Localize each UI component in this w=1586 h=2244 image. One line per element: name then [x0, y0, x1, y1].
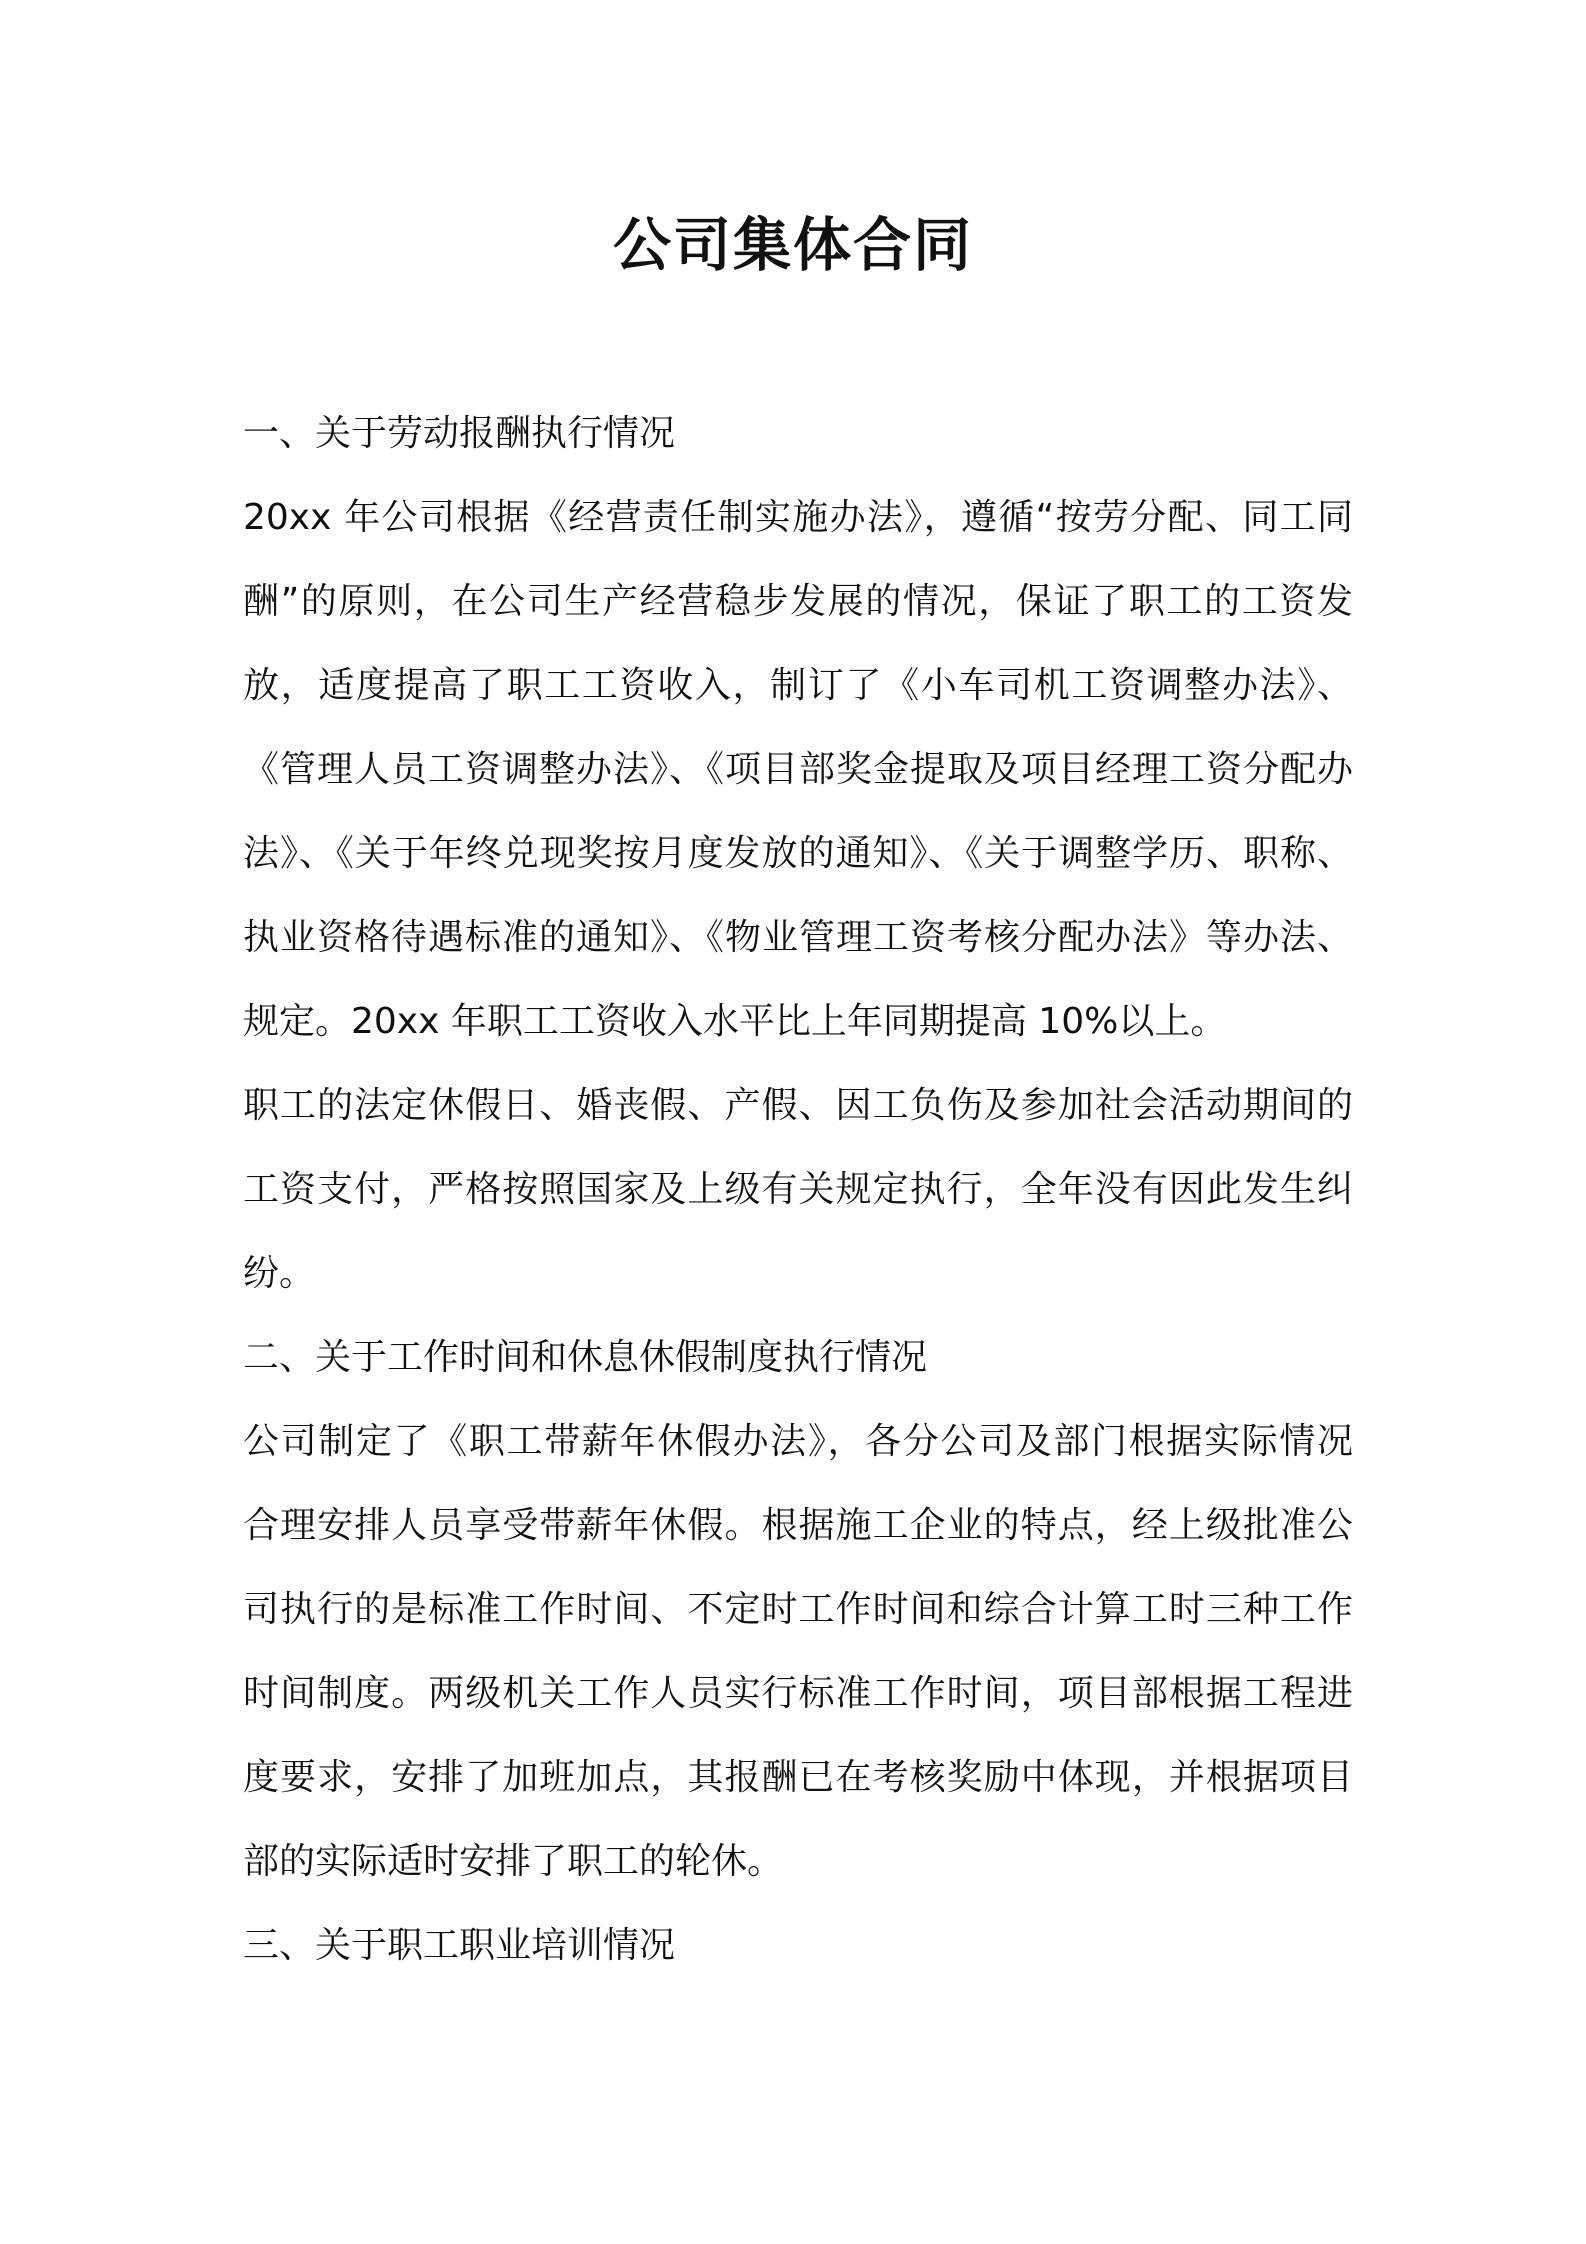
paragraph-line: 法》、《关于年终兑现奖按月度发放的通知》、《关于调整学历、职称、: [243, 833, 1353, 874]
paragraph-line: 酬”的原则，在公司生产经营稳步发展的情况，保证了职工的工资发: [243, 581, 1353, 622]
section-heading: 三、关于职工职业培训情况: [243, 1925, 676, 1966]
paragraph-line: 工资支付，严格按照国家及上级有关规定执行，全年没有因此发生纠: [243, 1169, 1353, 1210]
paragraph-line: 公司制定了《职工带薪年休假办法》，各分公司及部门根据实际情况: [243, 1421, 1353, 1462]
paragraph-line: 20xx 年公司根据《经营责任制实施办法》，遵循“按劳分配、同工同: [243, 497, 1353, 538]
document-title: 公司集体合同: [612, 211, 973, 279]
section-heading: 二、关于工作时间和休息休假制度执行情况: [243, 1337, 928, 1378]
paragraph: [243, 1400, 1353, 1904]
paragraph-line: 纷。: [243, 1253, 316, 1294]
paragraph-line: 职工的法定休假日、婚丧假、产假、因工负伤及参加社会活动期间的: [243, 1085, 1353, 1126]
paragraph-line: 规定。20xx 年职工工资收入水平比上年同期提高 10%以上。: [243, 1001, 1227, 1042]
paragraph: [243, 1064, 1353, 1316]
paragraph-line: 合理安排人员享受带薪年休假。根据施工企业的特点，经上级批准公: [243, 1505, 1353, 1546]
section-heading: 一、关于劳动报酬执行情况: [243, 413, 676, 454]
paragraph-line: 部的实际适时安排了职工的轮休。: [243, 1841, 784, 1882]
document-body: [243, 392, 1353, 1988]
paragraph-line: 放，适度提高了职工工资收入，制订了《小车司机工资调整办法》、: [243, 665, 1353, 706]
paragraph-line: 《管理人员工资调整办法》、《项目部奖金提取及项目经理工资分配办: [243, 749, 1353, 790]
paragraph-line: 司执行的是标准工作时间、不定时工作时间和综合计算工时三种工作: [243, 1589, 1353, 1630]
paragraph-line: 度要求，安排了加班加点，其报酬已在考核奖励中体现，并根据项目: [243, 1757, 1353, 1798]
paragraph-line: 时间制度。两级机关工作人员实行标准工作时间，项目部根据工程进: [243, 1673, 1353, 1714]
paragraph: [243, 476, 1353, 1064]
paragraph-line: 执业资格待遇标准的通知》、《物业管理工资考核分配办法》等办法、: [243, 917, 1353, 958]
